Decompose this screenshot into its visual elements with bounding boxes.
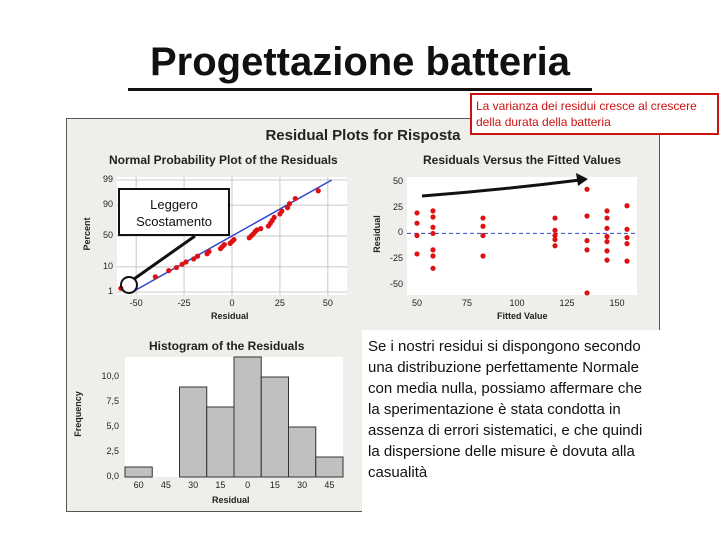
fitted-plot-point: [624, 241, 629, 246]
histogram-xtick: 45: [160, 480, 171, 490]
fitted-plot-point: [584, 247, 589, 252]
fitted-plot-point: [430, 247, 435, 252]
fitted-plot-point: [414, 210, 419, 215]
histogram-xtick: 30: [297, 480, 308, 490]
fitted-xlabel: Fitted Value: [497, 311, 548, 321]
normal-xlabel: Residual: [211, 311, 249, 321]
fitted-plot-point: [604, 234, 609, 239]
fitted-ylabel: Residual: [372, 215, 382, 253]
title-underline: [128, 88, 592, 91]
normal-ytick: 90: [102, 199, 113, 210]
fitted-xtick: 150: [609, 298, 625, 308]
fitted-plot-point: [552, 228, 557, 233]
normal-plot-point: [293, 196, 298, 201]
histogram-bar: [289, 427, 316, 477]
normal-plot-point: [153, 274, 158, 279]
histogram-ytick: 2,5: [106, 446, 119, 456]
normal-plot-point: [222, 242, 227, 247]
histogram-ylabel: Frequency: [73, 391, 83, 437]
normal-xtick: -50: [129, 298, 143, 308]
fitted-plot-point: [480, 233, 485, 238]
fitted-plot-point: [604, 258, 609, 263]
fitted-plot-point: [480, 224, 485, 229]
histogram-bar: [180, 387, 207, 477]
normal-plot-point: [183, 259, 188, 264]
fitted-plot-point: [414, 251, 419, 256]
fitted-ytick: -25: [389, 253, 403, 264]
normal-plot-point: [118, 286, 123, 291]
histogram-bar: [316, 457, 343, 477]
fitted-ytick: 0: [397, 227, 403, 238]
fitted-plot-point: [604, 248, 609, 253]
normal-ylabel: Percent: [82, 217, 92, 251]
histogram-xtick: 45: [324, 480, 335, 490]
fitted-plot-point: [604, 226, 609, 231]
fitted-plot-point: [604, 239, 609, 244]
normal-plot-point: [287, 201, 292, 206]
normal-plot-title: Normal Probability Plot of the Residuals: [109, 153, 338, 167]
fitted-ytick: 25: [392, 201, 403, 212]
histogram-xtick: 15: [269, 480, 280, 490]
fitted-xtick: 75: [461, 298, 472, 308]
fitted-plot-point: [604, 215, 609, 220]
normal-plot-point: [272, 215, 277, 220]
normal-plot-point: [258, 226, 263, 231]
histogram-ytick: 10,0: [101, 371, 119, 381]
histogram-ytick: 0,0: [106, 471, 119, 481]
fitted-xtick: 100: [509, 298, 525, 308]
normal-ytick: 1: [107, 286, 113, 296]
normal-plot-point: [166, 268, 171, 273]
normal-plot-point: [195, 254, 200, 259]
normal-plot-point: [206, 249, 211, 254]
fitted-plot-point: [430, 253, 435, 258]
fitted-plot-point: [430, 214, 435, 219]
histogram-ytick: 5,0: [106, 421, 119, 431]
fitted-plot-point: [552, 215, 557, 220]
fitted-plot-point: [624, 203, 629, 208]
fitted-plot-point: [430, 231, 435, 236]
fitted-plot-point: [624, 235, 629, 240]
histogram-xtick: 30: [188, 480, 199, 490]
normal-xtick: 50: [322, 298, 333, 308]
slide-title: Progettazione batteria: [149, 40, 571, 84]
fitted-plot-point: [624, 259, 629, 264]
fitted-plot-point: [584, 213, 589, 218]
fitted-ytick: 50: [392, 176, 403, 187]
fitted-plot-point: [430, 225, 435, 230]
fitted-plot-point: [552, 243, 557, 248]
fitted-plot-point: [584, 187, 589, 192]
histogram-bar: [261, 377, 288, 477]
figure-title: Residual Plots for Risposta: [265, 127, 461, 144]
fitted-plot-point: [552, 237, 557, 242]
normal-plot-point: [231, 237, 236, 242]
explanation-text: Se i nostri residui si dispongono secondo una distribuzione perfettamente Normale con media nulla, possiamo affermare che la sperimentazione è stata condotta in assenza di errori sistematici, e che quindi la dispersione delle misure è dovuta alla casualità: [362, 330, 660, 512]
normal-ytick: 50: [102, 230, 113, 240]
fitted-xtick: 125: [559, 298, 575, 308]
fitted-plot-point: [624, 227, 629, 232]
histogram-bar: [207, 407, 234, 477]
histogram-bar: [125, 467, 152, 477]
fitted-plot-point: [584, 238, 589, 243]
fitted-plot-point: [604, 208, 609, 213]
histogram-xlabel: Residual: [212, 495, 250, 505]
normal-ytick: 99: [102, 174, 113, 184]
fitted-plot-point: [584, 290, 589, 295]
deviation-callout: Leggero Scostamento: [118, 188, 230, 236]
fitted-plot-point: [480, 215, 485, 220]
fitted-xtick: 50: [411, 298, 422, 308]
histogram-ytick: 7,5: [106, 396, 119, 406]
normal-xtick: 0: [229, 298, 235, 308]
fitted-plot-point: [430, 266, 435, 271]
fitted-plot-point: [414, 233, 419, 238]
histogram-xtick: 15: [215, 480, 226, 490]
normal-xtick: -25: [177, 298, 191, 308]
residuals-vs-fitted-title: Residuals Versus the Fitted Values: [423, 153, 622, 167]
variance-callout: La varianza dei residui cresce al crescere della durata della batteria: [470, 93, 719, 135]
fitted-ytick: -50: [389, 278, 403, 289]
histogram-xtick: 0: [245, 480, 251, 490]
fitted-plot-point: [480, 253, 485, 258]
histogram-title: Histogram of the Residuals: [149, 339, 305, 353]
normal-plot-point: [316, 188, 321, 193]
normal-plot-point: [174, 265, 179, 270]
fitted-plot-point: [414, 221, 419, 226]
fitted-plot-point: [430, 208, 435, 213]
histogram-bar: [234, 357, 261, 477]
normal-plot-point: [279, 208, 284, 213]
normal-ytick: 10: [102, 260, 113, 271]
normal-xtick: 25: [274, 298, 285, 308]
histogram-xtick: 60: [133, 480, 144, 490]
